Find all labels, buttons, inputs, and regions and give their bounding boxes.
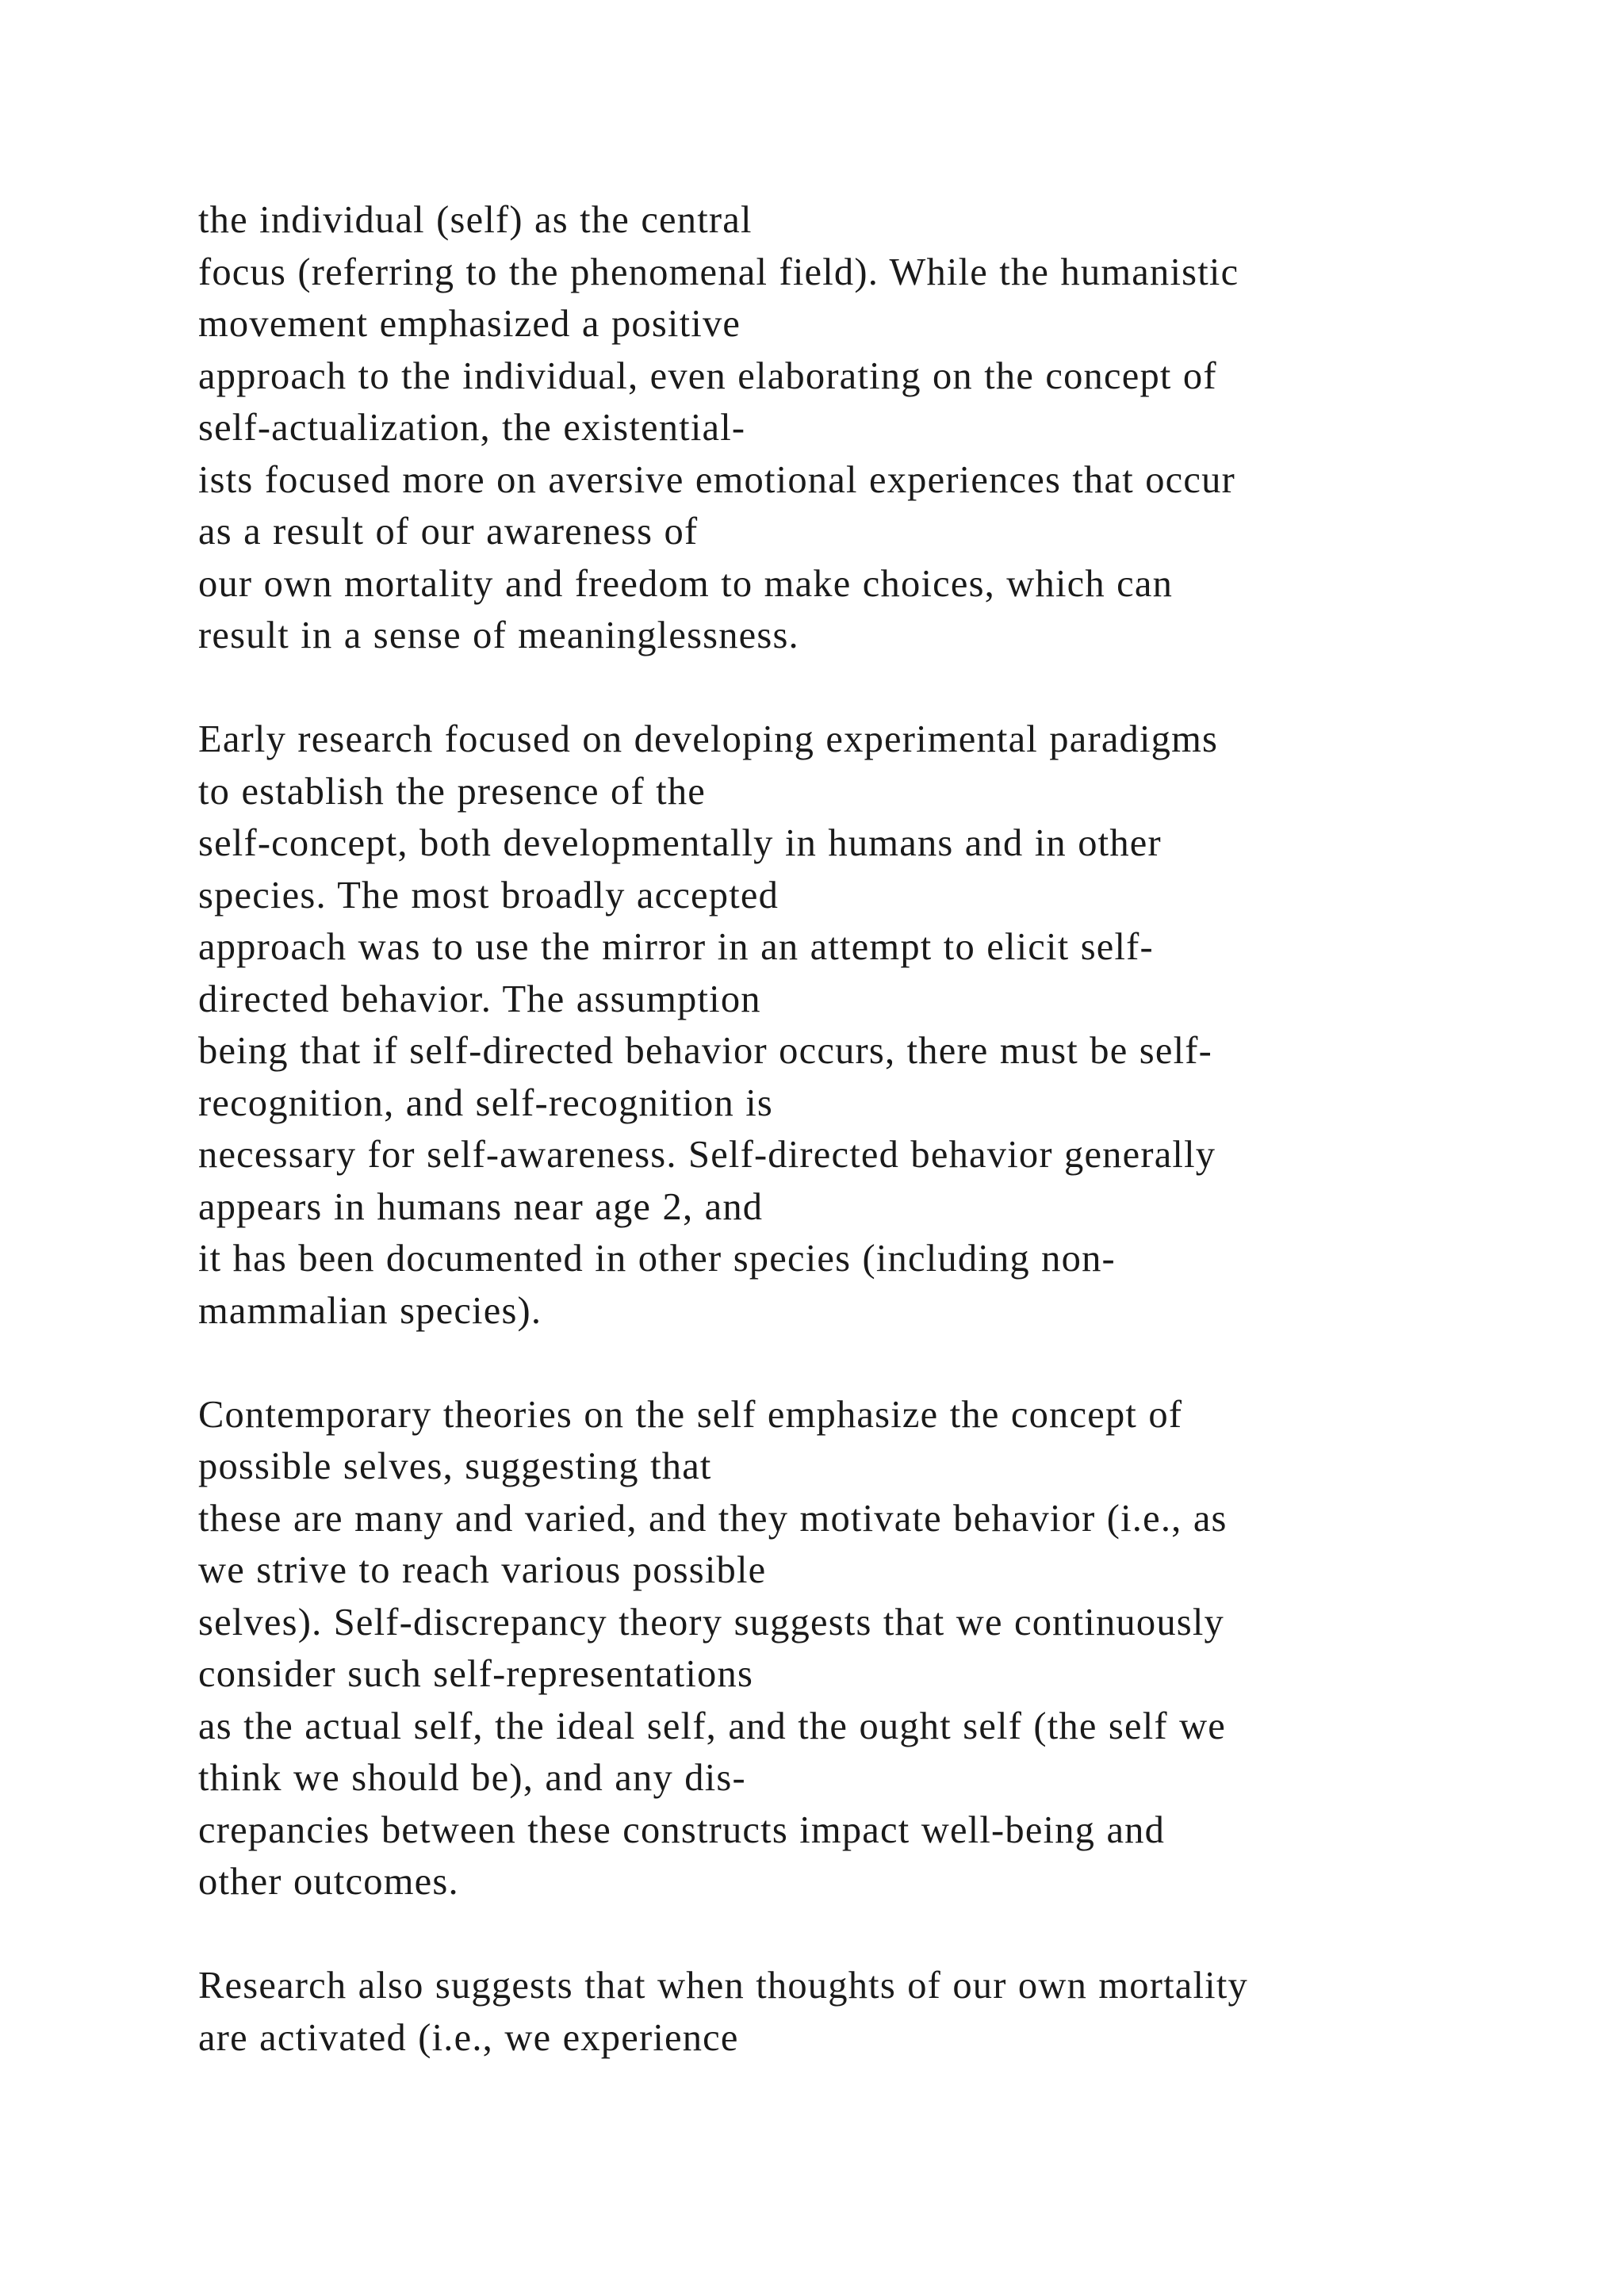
text-line: we strive to reach various possible (198, 1549, 767, 1591)
text-line: crepancies between these constructs impact well-being and (198, 1808, 1166, 1851)
paragraph-2 (198, 714, 1546, 1337)
text-line: think we should be), and any dis- (198, 1757, 746, 1799)
text-line: are activated (i.e., we experience (198, 2016, 739, 2059)
text-line: directed behavior. The assumption (198, 978, 761, 1020)
text-line: other outcomes. (198, 1861, 459, 1903)
paragraph-1 (198, 194, 1546, 662)
text-line: self-actualization, the existential- (198, 407, 746, 449)
text-line: the individual (self) as the central (198, 199, 753, 241)
text-line: species. The most broadly accepted (198, 874, 779, 916)
text-line: Research also suggests that when thoughts of our own mortality (198, 1965, 1248, 2007)
text-line: possible selves, suggesting that (198, 1445, 712, 1487)
text-line: approach to the individual, even elaborating on the concept of (198, 354, 1217, 397)
text-line: to establish the presence of the (198, 770, 707, 813)
text-line: selves). Self-discrepancy theory suggests that we continuously (198, 1601, 1224, 1644)
text-line: as a result of our awareness of (198, 511, 699, 553)
text-line: necessary for self-awareness. Self-directed behavior generally (198, 1134, 1216, 1176)
paragraph-3 (198, 1389, 1546, 1908)
paragraph-4 (198, 1960, 1546, 2064)
text-line: mammalian species). (198, 1289, 542, 1332)
text-line: Early research focused on developing experimental paradigms (198, 718, 1219, 760)
text-line: recognition, and self-recognition is (198, 1081, 774, 1124)
text-line: it has been documented in other species (including non- (198, 1238, 1116, 1280)
text-line: Contemporary theories on the self emphasize the concept of (198, 1393, 1183, 1436)
text-line: ists focused more on aversive emotional experiences that occur (198, 458, 1235, 501)
text-line: approach was to use the mirror in an attempt to elicit self- (198, 926, 1154, 968)
text-line: movement emphasized a positive (198, 303, 741, 345)
text-line: our own mortality and freedom to make choices, which can (198, 562, 1174, 605)
document-body (198, 194, 1546, 2116)
text-line: appears in humans near age 2, and (198, 1185, 764, 1228)
text-line: as the actual self, the ideal self, and the ought self (the self we (198, 1705, 1227, 1747)
text-line: these are many and varied, and they motivate behavior (i.e., as (198, 1497, 1228, 1540)
text-line: focus (referring to the phenomenal field). While the humanistic (198, 251, 1239, 293)
text-line: consider such self-representations (198, 1653, 754, 1695)
text-line: being that if self-directed behavior occurs, there must be self- (198, 1030, 1212, 1072)
text-line: result in a sense of meaninglessness. (198, 614, 799, 656)
text-line: self-concept, both developmentally in humans and in other (198, 822, 1162, 864)
